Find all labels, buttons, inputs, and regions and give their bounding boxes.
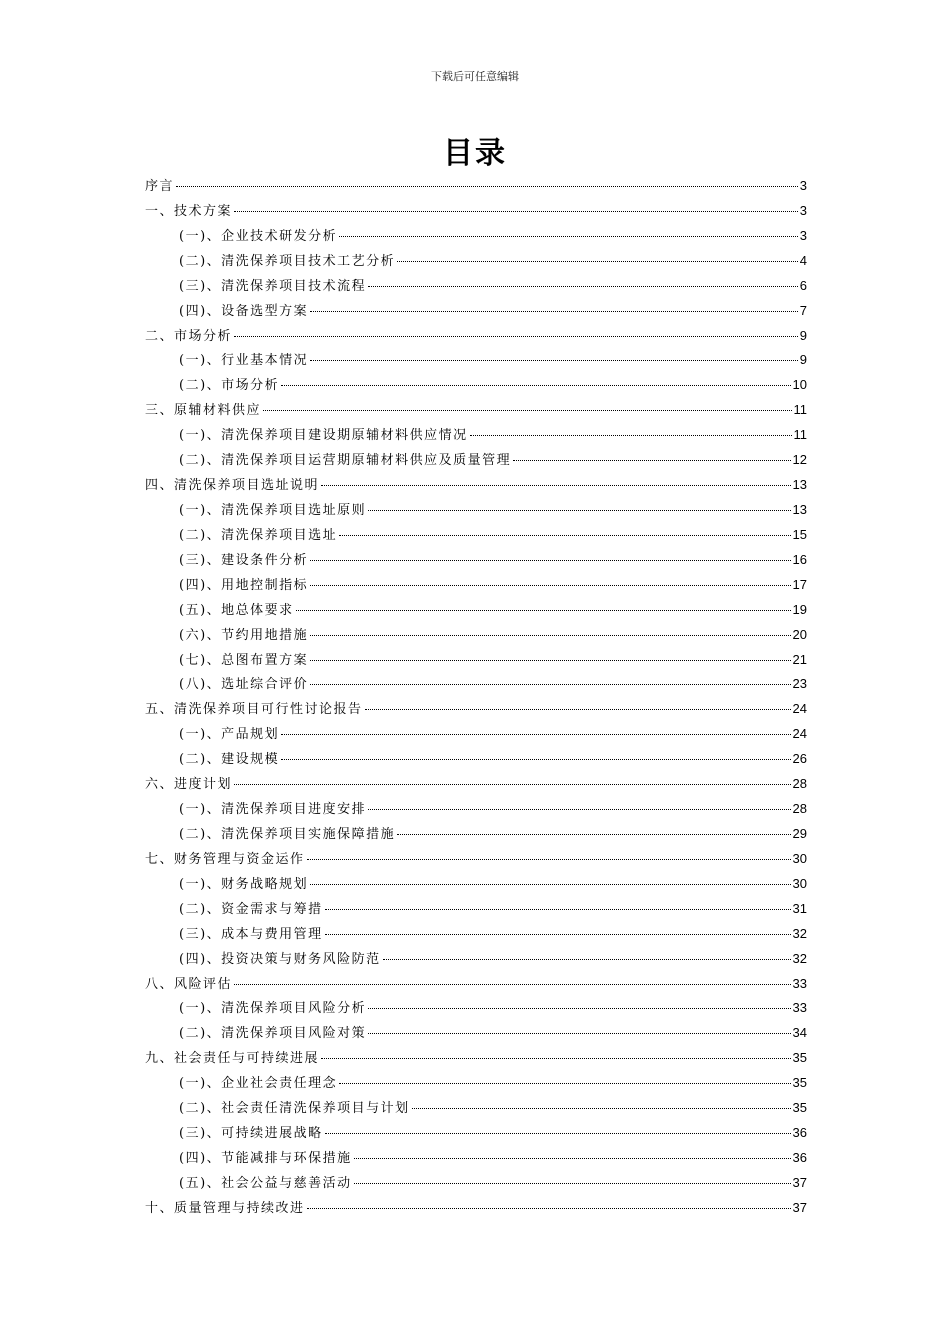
toc-dot-leader (325, 1133, 791, 1134)
page-title: 目录 (443, 136, 507, 171)
toc-entry-page: 16 (792, 551, 807, 567)
toc-entry[interactable] (145, 175, 807, 200)
toc-dot-leader (307, 1208, 791, 1209)
toc-entry[interactable] (145, 499, 807, 524)
toc-entry-page: 10 (792, 377, 807, 393)
toc-entry-label: 三、原辅材料供应 (145, 403, 262, 419)
toc-dot-leader (310, 660, 790, 661)
toc-entry[interactable] (145, 698, 807, 723)
toc-entry[interactable] (145, 997, 807, 1022)
toc-entry-label: (一)、产品规划 (179, 727, 280, 743)
toc-entry-label: (三)、清洗保养项目技术流程 (179, 278, 367, 294)
toc-entry[interactable] (145, 624, 807, 649)
toc-entry[interactable] (145, 374, 807, 399)
toc-entry[interactable] (145, 923, 807, 948)
toc-entry-label: (三)、成本与费用管理 (179, 926, 323, 942)
toc-entry-page: 29 (792, 825, 807, 841)
toc-entry[interactable] (145, 300, 807, 325)
toc-entry-label: 十、质量管理与持续改进 (145, 1200, 305, 1216)
toc-entry-label: 序言 (145, 179, 175, 194)
toc-entry[interactable] (145, 250, 807, 275)
toc-dot-leader (368, 1033, 790, 1034)
toc-entry[interactable] (145, 424, 807, 449)
toc-entry[interactable] (145, 673, 807, 698)
toc-entry[interactable] (145, 524, 807, 549)
toc-entry-label: (二)、清洗保养项目风险对策 (179, 1026, 367, 1042)
toc-entry[interactable] (145, 1072, 807, 1097)
toc-dot-leader (339, 535, 790, 536)
toc-entry-page: 32 (792, 950, 807, 966)
toc-entry-label: (五)、社会公益与慈善活动 (179, 1175, 352, 1191)
toc-dot-leader (307, 859, 791, 860)
toc-entry-label: (一)、企业社会责任理念 (179, 1076, 338, 1092)
toc-entry-page: 6 (799, 277, 807, 293)
toc-entry[interactable] (145, 723, 807, 748)
toc-entry-page: 3 (799, 178, 807, 193)
toc-dot-leader (368, 809, 790, 810)
toc-entry-label: (一)、行业基本情况 (179, 353, 309, 369)
toc-entry[interactable] (145, 823, 807, 848)
toc-dot-leader (325, 934, 791, 935)
toc-entry-label: 四、清洗保养项目选址说明 (145, 478, 320, 494)
toc-entry-page: 32 (792, 925, 807, 941)
toc-entry-page: 15 (792, 526, 807, 542)
toc-dot-leader (513, 460, 790, 461)
toc-entry-label: (六)、节约用地措施 (179, 627, 309, 643)
toc-entry-label: 九、社会责任与可持续进展 (145, 1051, 320, 1067)
toc-entry-page: 35 (792, 1075, 807, 1091)
toc-entry-page: 13 (792, 501, 807, 517)
toc-entry[interactable] (145, 599, 807, 624)
toc-entry-page: 21 (792, 651, 807, 667)
toc-dot-leader (281, 734, 790, 735)
toc-entry-label: (七)、总图布置方案 (179, 652, 309, 668)
toc-dot-leader (176, 186, 798, 187)
toc-entry-page: 24 (792, 701, 807, 717)
toc-dot-leader (310, 585, 790, 586)
toc-entry[interactable] (145, 848, 807, 873)
toc-entry-label: (二)、清洗保养项目实施保障措施 (179, 826, 396, 842)
toc-entry[interactable] (145, 549, 807, 574)
toc-entry[interactable] (145, 474, 807, 499)
toc-entry-page: 30 (792, 875, 807, 891)
toc-entry-page: 3 (799, 227, 807, 243)
toc-entry-page: 11 (793, 427, 807, 443)
toc-entry-label: (五)、地总体要求 (179, 602, 294, 618)
toc-entry[interactable] (145, 225, 807, 250)
toc-entry[interactable] (145, 748, 807, 773)
toc-entry[interactable] (145, 798, 807, 823)
toc-dot-leader (321, 1058, 791, 1059)
toc-entry-label: (三)、建设条件分析 (179, 552, 309, 568)
toc-entry-label: 一、技术方案 (145, 203, 233, 219)
toc-entry-label: (四)、设备选型方案 (179, 303, 309, 319)
toc-entry-page: 3 (799, 202, 807, 218)
toc-entry-page: 26 (792, 751, 807, 767)
toc-entry-page: 19 (792, 601, 807, 617)
toc-entry[interactable] (145, 973, 807, 998)
toc-entry-label: 六、进度计划 (145, 777, 233, 793)
toc-entry-label: (八)、选址综合评价 (179, 677, 309, 693)
toc-entry-label: 五、清洗保养项目可行性讨论报告 (145, 702, 363, 718)
toc-dot-leader (310, 884, 790, 885)
toc-entry-label: (二)、建设规模 (179, 752, 280, 768)
toc-entry-label: (一)、财务战略规划 (179, 876, 309, 892)
toc-entry-page: 28 (792, 801, 807, 817)
toc-entry-label: (二)、清洗保养项目运营期原辅材料供应及质量管理 (179, 453, 512, 469)
toc-dot-leader (365, 709, 791, 710)
toc-entry[interactable] (145, 873, 807, 898)
toc-entry-page: 30 (792, 850, 807, 866)
toc-entry-page: 34 (792, 1025, 807, 1041)
toc-dot-leader (354, 1158, 791, 1159)
toc-entry-page: 33 (792, 1000, 807, 1016)
toc-dot-leader (470, 435, 792, 436)
toc-dot-leader (354, 1183, 791, 1184)
toc-entry[interactable] (145, 325, 807, 350)
toc-dot-leader (368, 510, 790, 511)
toc-dot-leader (310, 560, 790, 561)
toc-entry-label: (二)、清洗保养项目技术工艺分析 (179, 253, 396, 269)
toc-entry-label: 二、市场分析 (145, 328, 233, 344)
toc-dot-leader (412, 1108, 791, 1109)
toc-dot-leader (234, 211, 798, 212)
toc-entry-page: 36 (792, 1125, 807, 1141)
toc-entry[interactable] (145, 349, 807, 374)
toc-entry-label: (一)、清洗保养项目风险分析 (179, 1001, 367, 1017)
toc-entry-page: 4 (799, 252, 807, 268)
toc-entry-page: 36 (792, 1149, 807, 1165)
toc-entry[interactable] (145, 1122, 807, 1147)
toc-entry-page: 11 (793, 402, 807, 418)
toc-entry-page: 20 (792, 626, 807, 642)
toc-dot-leader (339, 1083, 790, 1084)
toc-entry-label: (一)、清洗保养项目选址原则 (179, 502, 367, 518)
toc-dot-leader (325, 909, 791, 910)
toc-entry-label: 八、风险评估 (145, 976, 233, 992)
toc-entry-page: 33 (792, 975, 807, 991)
toc-entry-page: 9 (799, 327, 807, 343)
toc-entry[interactable] (145, 1197, 807, 1222)
toc-dot-leader (234, 336, 798, 337)
toc-entry[interactable] (145, 1147, 807, 1172)
toc-entry-label: (二)、资金需求与筹措 (179, 901, 323, 917)
toc-entry-page: 12 (792, 452, 807, 468)
toc-entry[interactable] (145, 399, 807, 424)
toc-dot-leader (296, 610, 791, 611)
toc-dot-leader (281, 759, 790, 760)
toc-entry[interactable] (145, 1022, 807, 1047)
toc-entry[interactable] (145, 1047, 807, 1072)
toc-entry[interactable] (145, 649, 807, 674)
toc-dot-leader (263, 410, 791, 411)
toc-entry-page: 24 (792, 726, 807, 742)
toc-dot-leader (397, 834, 790, 835)
toc-entry[interactable] (145, 948, 807, 973)
table-of-contents (145, 175, 807, 1222)
header-note: 下载后可任意编辑 (431, 70, 519, 83)
toc-dot-leader (310, 635, 790, 636)
toc-entry-label: (一)、清洗保养项目进度安排 (179, 802, 367, 818)
toc-entry-page: 13 (792, 477, 807, 493)
toc-entry-label: (二)、市场分析 (179, 378, 280, 394)
toc-dot-leader (234, 984, 791, 985)
toc-entry-page: 37 (792, 1199, 807, 1215)
toc-entry[interactable] (145, 449, 807, 474)
toc-entry-label: (一)、清洗保养项目建设期原辅材料供应情况 (179, 428, 468, 444)
toc-entry-label: 七、财务管理与资金运作 (145, 851, 305, 867)
toc-dot-leader (310, 311, 798, 312)
toc-dot-leader (383, 959, 791, 960)
toc-dot-leader (368, 286, 798, 287)
toc-dot-leader (339, 236, 798, 237)
toc-entry-label: (二)、清洗保养项目选址 (179, 527, 338, 543)
toc-entry[interactable] (145, 1172, 807, 1197)
toc-dot-leader (281, 385, 790, 386)
toc-dot-leader (397, 261, 798, 262)
toc-entry-page: 37 (792, 1174, 807, 1190)
toc-entry[interactable] (145, 200, 807, 225)
toc-dot-leader (234, 784, 791, 785)
toc-dot-leader (310, 684, 790, 685)
toc-entry-page: 35 (792, 1100, 807, 1116)
toc-entry[interactable] (145, 574, 807, 599)
toc-entry-label: (四)、用地控制指标 (179, 577, 309, 593)
toc-entry[interactable] (145, 773, 807, 798)
toc-entry-page: 9 (799, 352, 807, 368)
toc-dot-leader (321, 485, 791, 486)
toc-dot-leader (368, 1008, 790, 1009)
toc-entry-label: (四)、节能减排与环保措施 (179, 1150, 352, 1166)
toc-entry-page: 7 (799, 302, 807, 318)
toc-entry-page: 35 (792, 1050, 807, 1066)
toc-entry[interactable] (145, 275, 807, 300)
toc-entry-page: 17 (792, 576, 807, 592)
toc-entry-label: (三)、可持续进展战略 (179, 1126, 323, 1142)
toc-dot-leader (310, 360, 798, 361)
toc-entry-label: (四)、投资决策与财务风险防范 (179, 951, 381, 967)
toc-entry-page: 28 (792, 776, 807, 792)
toc-entry[interactable] (145, 1097, 807, 1122)
toc-entry-page: 23 (792, 676, 807, 692)
toc-entry-page: 31 (792, 900, 807, 916)
toc-entry-label: (二)、社会责任清洗保养项目与计划 (179, 1101, 410, 1117)
toc-entry[interactable] (145, 898, 807, 923)
toc-entry-label: (一)、企业技术研发分析 (179, 228, 338, 244)
